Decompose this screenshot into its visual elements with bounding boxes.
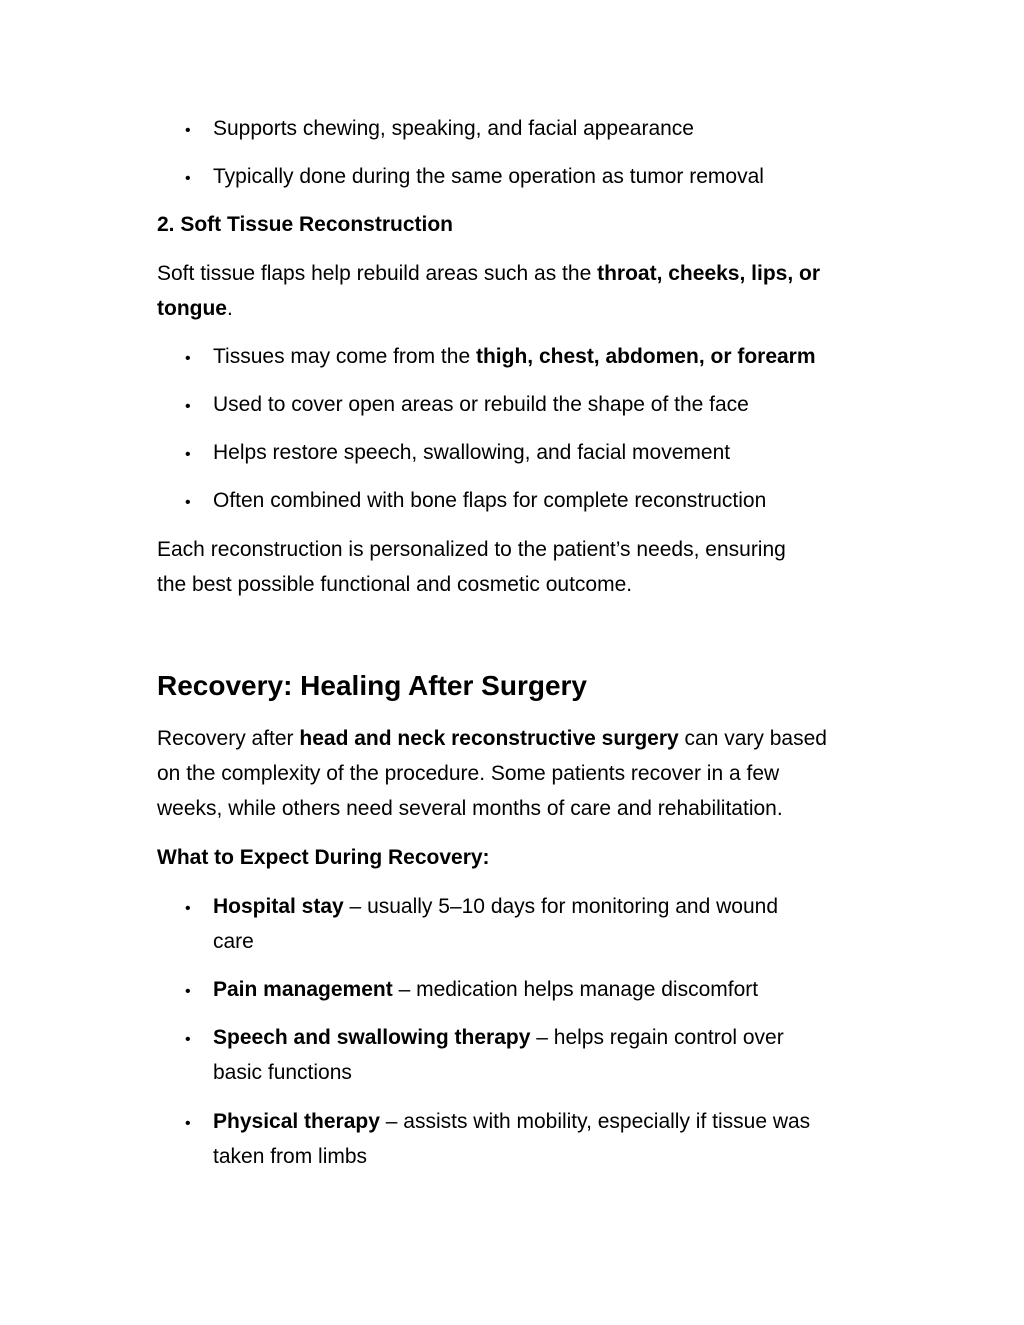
bullet-icon: • bbox=[185, 900, 191, 917]
paragraph-line: on the complexity of the procedure. Some patients recover in a few bbox=[157, 762, 780, 785]
list-item bbox=[213, 894, 778, 920]
text-run: Soft tissue flaps help rebuild areas such as the bbox=[157, 262, 598, 285]
bullet-icon: • bbox=[185, 983, 191, 1000]
bold-text-run: Speech and swallowing therapy bbox=[213, 1026, 531, 1049]
bold-text-run: thigh, chest, abdomen, or forearm bbox=[475, 345, 816, 368]
paragraph-line: the best possible functional and cosmetic outcome. bbox=[157, 573, 633, 596]
bullet-icon: • bbox=[185, 1115, 191, 1132]
subheading-what-to-expect: What to Expect During Recovery: bbox=[157, 846, 490, 869]
bullet-icon: • bbox=[185, 446, 191, 463]
bullet-icon: • bbox=[185, 350, 191, 367]
list-item-continuation: basic functions bbox=[213, 1061, 352, 1084]
text-run: – assists with mobility, especially if tissue was bbox=[379, 1110, 811, 1133]
bold-text-run: tongue bbox=[157, 297, 227, 320]
list-item: Helps restore speech, swallowing, and facial movement bbox=[213, 441, 731, 464]
paragraph-line: weeks, while others need several months of care and rehabilitation. bbox=[157, 797, 783, 820]
list-item: Used to cover open areas or rebuild the shape of the face bbox=[213, 393, 749, 416]
bold-text-run: Physical therapy bbox=[213, 1110, 380, 1133]
list-item: Typically done during the same operation as tumor removal bbox=[213, 165, 764, 188]
bullet-icon: • bbox=[185, 494, 191, 511]
bold-text-run: Pain management bbox=[213, 978, 393, 1001]
list-item-continuation: care bbox=[213, 930, 254, 953]
bullet-icon: • bbox=[185, 398, 191, 415]
bullet-icon: • bbox=[185, 1031, 191, 1048]
bold-text-run: head and neck reconstructive surgery bbox=[299, 727, 679, 750]
text-run: can vary based bbox=[678, 727, 827, 750]
list-item bbox=[213, 977, 758, 1003]
section-heading-recovery: Recovery: Healing After Surgery bbox=[157, 670, 587, 701]
text-run: – usually 5–10 days for monitoring and wound bbox=[343, 895, 778, 918]
section-heading-soft-tissue: 2. Soft Tissue Reconstruction bbox=[157, 213, 453, 236]
bold-text-run: Hospital stay bbox=[213, 895, 344, 918]
bullet-icon: • bbox=[185, 122, 191, 139]
text-run: – helps regain control over bbox=[530, 1026, 784, 1049]
list-item bbox=[213, 1025, 784, 1051]
text-run: Tissues may come from the bbox=[213, 345, 476, 368]
paragraph-line: Each reconstruction is personalized to the patient’s needs, ensuring bbox=[157, 538, 786, 561]
paragraph-line bbox=[157, 296, 233, 322]
text-run: Recovery after bbox=[157, 727, 300, 750]
list-item: Often combined with bone flaps for complete reconstruction bbox=[213, 489, 767, 512]
list-item bbox=[213, 344, 816, 370]
paragraph-line bbox=[157, 726, 827, 752]
list-item bbox=[213, 1109, 810, 1135]
text-run: . bbox=[226, 297, 233, 320]
bold-text-run: throat, cheeks, lips, or bbox=[597, 262, 820, 285]
list-item: Supports chewing, speaking, and facial appearance bbox=[213, 117, 694, 140]
bullet-icon: • bbox=[185, 170, 191, 187]
list-item-continuation: taken from limbs bbox=[213, 1145, 368, 1168]
paragraph-line bbox=[157, 261, 820, 287]
text-run: – medication helps manage discomfort bbox=[392, 978, 759, 1001]
